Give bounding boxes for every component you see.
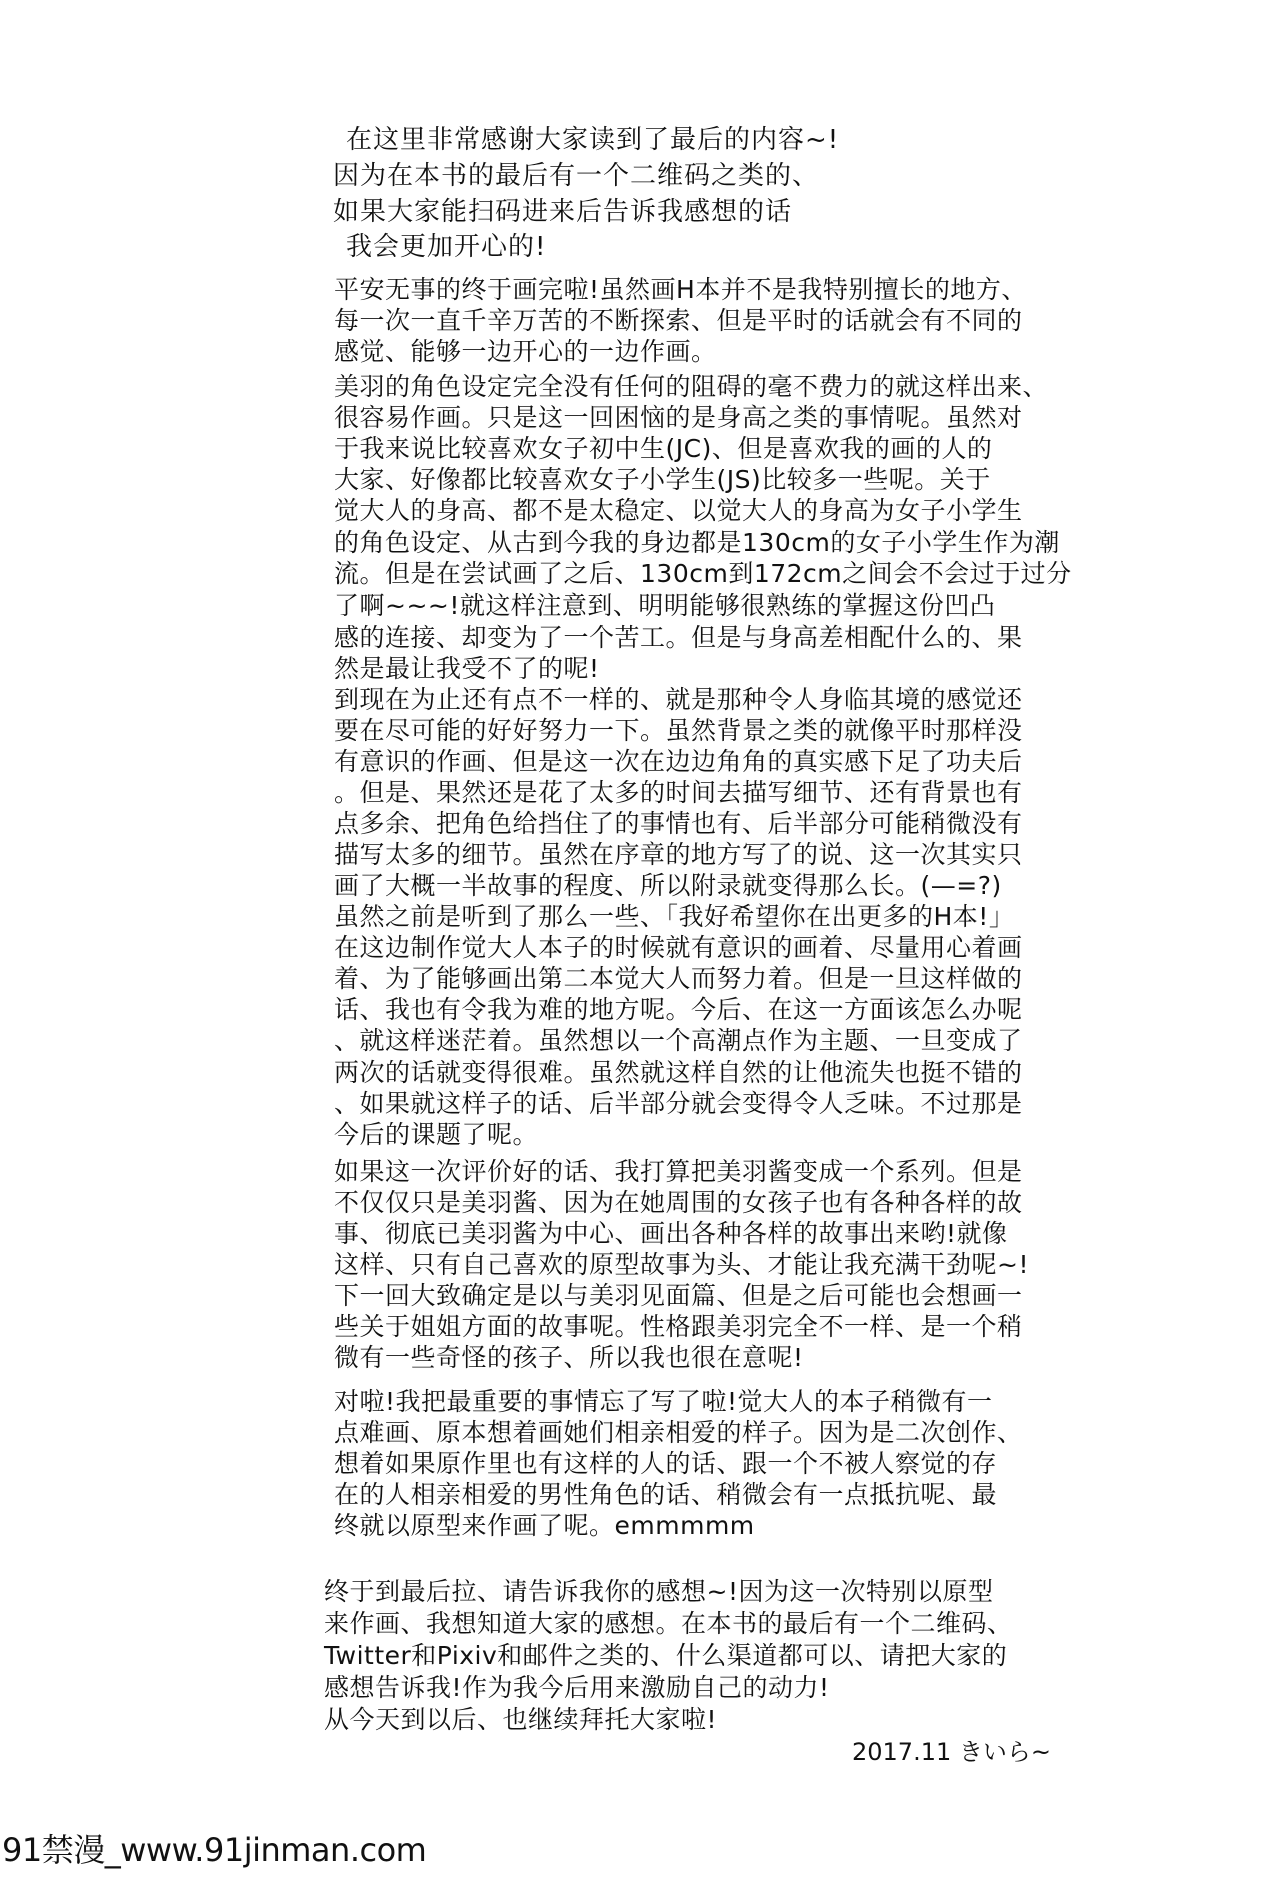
- text-line: 每一次一直千辛万苦的不断探索、但是平时的话就会有不同的: [334, 306, 1023, 335]
- text-line: 平安无事的终于画完啦!虽然画H本并不是我特别擅长的地方、: [334, 275, 1027, 304]
- text-line: 如果这一次评价好的话、我打算把美羽酱变成一个系列。但是: [334, 1157, 1023, 1186]
- text-line: 今后的课题了呢。: [334, 1120, 539, 1149]
- text-line: 不仅仅只是美羽酱、因为在她周围的女孩子也有各种各样的故: [334, 1188, 1023, 1217]
- text-line: 来作画、我想知道大家的感想。在本书的最后有一个二维码、: [324, 1609, 1013, 1638]
- text-line: 在这里非常感谢大家读到了最后的内容~!: [346, 125, 840, 155]
- text-line: 在的人相亲相爱的男性角色的话、稍微会有一点抵抗呢、最: [334, 1480, 998, 1509]
- text-line: 。但是、果然还是花了太多的时间去描写细节、还有背景也有: [334, 778, 1023, 807]
- text-line: 点难画、原本想着画她们相亲相爱的样子。因为是二次创作、: [334, 1418, 1023, 1447]
- text-line: 话、我也有令我为难的地方呢。今后、在这一方面该怎么办呢: [334, 995, 1023, 1024]
- text-line: 对啦!我把最重要的事情忘了写了啦!觉大人的本子稍微有一: [334, 1387, 993, 1416]
- text-line: 在这边制作觉大人本子的时候就有意识的画着、尽量用心着画: [334, 933, 1023, 962]
- text-line: 描写太多的细节。虽然在序章的地方写了的说、这一次其实只: [334, 840, 1023, 869]
- text-line: 很容易作画。只是这一回困恼的是身高之类的事情呢。虽然对: [334, 403, 1023, 432]
- text-line: 感觉、能够一边开心的一边作画。: [334, 337, 717, 366]
- text-line: 美羽的角色设定完全没有任何的阻碍的毫不费力的就这样出来、: [334, 372, 1049, 401]
- text-line: 、就这样迷茫着。虽然想以一个高潮点作为主题、一旦变成了: [334, 1026, 1023, 1055]
- text-line: 下一回大致确定是以与美羽见面篇、但是之后可能也会想画一: [334, 1281, 1023, 1310]
- text-line: 些关于姐姐方面的故事呢。性格跟美羽完全不一样、是一个稍: [334, 1312, 1023, 1341]
- text-line: 感的连接、却变为了一个苦工。但是与身高差相配什么的、果: [334, 623, 1023, 652]
- text-line: 这样、只有自己喜欢的原型故事为头、才能让我充满干劲呢~!: [334, 1250, 1029, 1279]
- text-line: 我会更加开心的!: [346, 232, 547, 262]
- text-line: 如果大家能扫码进来后告诉我感想的话: [333, 197, 793, 227]
- text-line: 大家、好像都比较喜欢女子小学生(JS)比较多一些呢。关于: [334, 465, 991, 494]
- text-line: 到现在为止还有点不一样的、就是那种令人身临其境的感觉还: [334, 685, 1023, 714]
- text-line: 要在尽可能的好好努力一下。虽然背景之类的就像平时那样没: [334, 716, 1023, 745]
- text-line: 两次的话就变得很难。虽然就这样自然的让他流失也挺不错的: [334, 1058, 1023, 1087]
- text-line: 终就以原型来作画了呢。emmmmm: [334, 1511, 755, 1540]
- text-line: 然是最让我受不了的呢!: [334, 654, 600, 683]
- text-line: 想着如果原作里也有这样的人的话、跟一个不被人察觉的存: [334, 1449, 998, 1478]
- text-line: 事、彻底已美羽酱为中心、画出各种各样的故事出来哟!就像: [334, 1219, 1008, 1248]
- text-line: 于我来说比较喜欢女子初中生(JC)、但是喜欢我的画的人的: [334, 434, 993, 463]
- text-line: 微有一些奇怪的孩子、所以我也很在意呢!: [334, 1343, 804, 1372]
- text-line: 有意识的作画、但是这一次在边边角角的真实感下足了功夫后: [334, 747, 1023, 776]
- text-line: 终于到最后拉、请告诉我你的感想~!因为这一次特别以原型: [324, 1577, 994, 1606]
- text-line: 的角色设定、从古到今我的身边都是130cm的女子小学生作为潮: [334, 528, 1060, 557]
- text-line: 从今天到以后、也继续拜托大家啦!: [324, 1705, 718, 1734]
- text-line: 觉大人的身高、都不是太稳定、以觉大人的身高为女子小学生: [334, 496, 1023, 525]
- text-line: 因为在本书的最后有一个二维码之类的、: [333, 161, 820, 191]
- text-line: 了啊~~~!就这样注意到、明明能够很熟练的掌握这份凹凸: [334, 591, 996, 620]
- text-line: 虽然之前是听到了那么一些、「我好希望你在出更多的H本!」: [334, 902, 1015, 931]
- signature-date: 2017.11 きいら~: [852, 1738, 1051, 1766]
- text-line: 画了大概一半故事的程度、所以附录就变得那么长。(—=?): [334, 871, 1002, 900]
- text-line: 、如果就这样子的话、后半部分就会变得令人乏味。不过那是: [334, 1089, 1023, 1118]
- text-line: 流。但是在尝试画了之后、130cm到172cm之间会不会过于过分: [334, 559, 1072, 588]
- text-line: Twitter和Pixiv和邮件之类的、什么渠道都可以、请把大家的: [324, 1641, 1008, 1670]
- text-line: 着、为了能够画出第二本觉大人而努力着。但是一旦这样做的: [334, 964, 1023, 993]
- text-line: 点多余、把角色给挡住了的事情也有、后半部分可能稍微没有: [334, 809, 1023, 838]
- text-line: 感想告诉我!作为我今后用来激励自己的动力!: [324, 1673, 830, 1702]
- site-watermark: 91禁漫_www.91jinman.com: [2, 1831, 427, 1869]
